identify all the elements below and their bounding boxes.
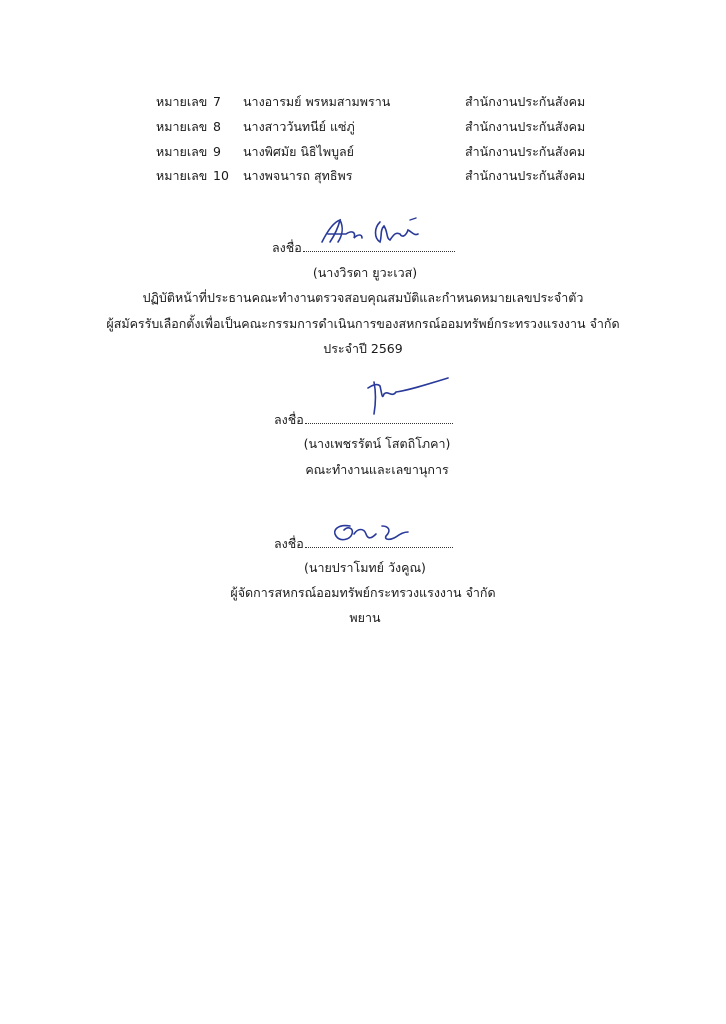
candidate-label: หมายเลข [156, 94, 208, 109]
signature-line [274, 410, 453, 430]
candidate-row [0, 142, 726, 162]
candidate-org: สำนักงานประกันสังคม [465, 168, 586, 183]
sign-label: ลงชื่อ [272, 240, 302, 255]
signer-title: ผู้สมัครรับเลือกตั้งเพื่อเป็นคณะกรรมการดำเนินการของสหกรณ์ออมทรัพย์กระทรวงแรงงาน จำกัด [106, 316, 620, 331]
candidate-name: นางพจนารถ สุทธิพร [243, 168, 353, 183]
signature-dots [305, 535, 453, 548]
candidate-label: หมายเลข [156, 168, 208, 183]
signer-title: ผู้จัดการสหกรณ์ออมทรัพย์กระทรวงแรงงาน จำกัด [230, 585, 496, 600]
signer-title: คณะทำงานและเลขานุการ [305, 462, 449, 477]
signer-role: พยาน [349, 610, 381, 625]
candidate-label: หมายเลข [156, 119, 208, 134]
signature-line [272, 238, 455, 258]
signature-dots [303, 239, 455, 252]
sign-label: ลงชื่อ [274, 536, 304, 551]
sign-label: ลงชื่อ [274, 412, 304, 427]
candidate-number: 7 [213, 94, 221, 109]
candidate-name: นางสาววันทนีย์ แซ่ภู่ [243, 119, 355, 134]
candidate-org: สำนักงานประกันสังคม [465, 144, 586, 159]
signer-name: (นายปราโมทย์ วังคูณ) [304, 560, 426, 575]
signer-title: ประจำปี 2569 [323, 341, 403, 356]
candidate-number: 9 [213, 144, 221, 159]
signer-name: (นางเพชรรัตน์ โสตถิโภคา) [303, 436, 451, 451]
signature-dots [305, 411, 453, 424]
signer-title: ปฏิบัติหน้าที่ประธานคณะทำงานตรวจสอบคุณสมบัติและกำหนดหมายเลขประจำตัว [142, 290, 584, 305]
candidate-row [0, 117, 726, 137]
signature-line [274, 534, 453, 554]
candidate-org: สำนักงานประกันสังคม [465, 94, 586, 109]
candidate-name: นางพิศมัย นิธิไพบูลย์ [243, 144, 354, 159]
candidate-row [0, 166, 726, 186]
candidate-number: 10 [213, 168, 229, 183]
candidate-number: 8 [213, 119, 221, 134]
candidate-row [0, 92, 726, 112]
signer-name: (นางวิรดา ยูวะเวส) [312, 265, 418, 280]
candidate-label: หมายเลข [156, 144, 208, 159]
candidate-name: นางอารมย์ พรหมสามพราน [243, 94, 391, 109]
candidate-org: สำนักงานประกันสังคม [465, 119, 586, 134]
